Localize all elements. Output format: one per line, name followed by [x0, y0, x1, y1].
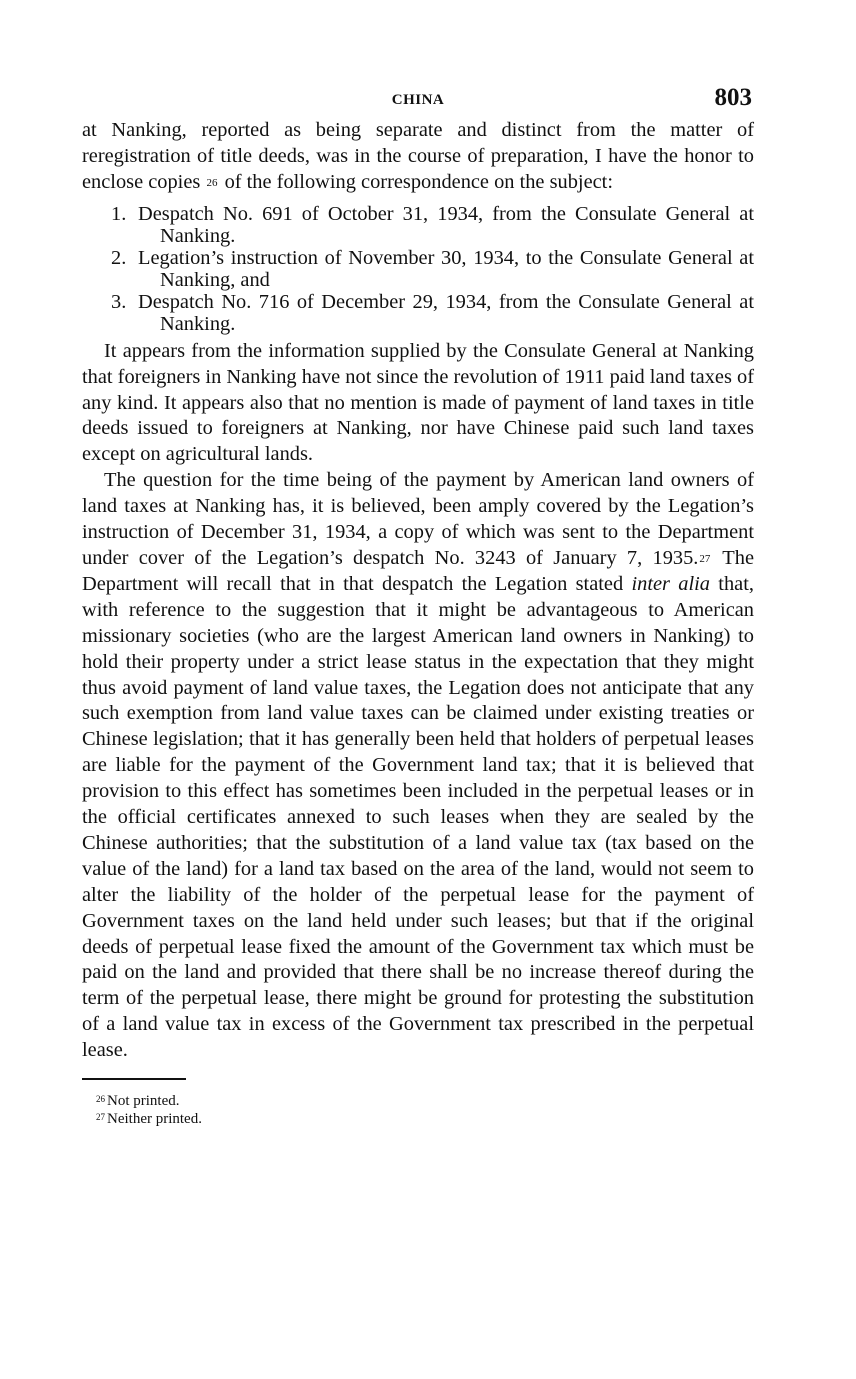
running-header	[82, 84, 754, 118]
footnote-ref-27: 27	[699, 552, 711, 565]
footnote-text: Neither printed.	[107, 1111, 202, 1128]
list-number: 2.	[111, 246, 127, 269]
document-page	[82, 84, 754, 1128]
footnote-ref-26: 26	[206, 176, 218, 189]
footnote-27	[96, 1110, 754, 1128]
list-text: Despatch No. 691 of October 31, 1934, from the Consulate General at Nanking.	[138, 202, 754, 247]
footnote-divider	[82, 1078, 186, 1080]
list-item	[82, 203, 754, 247]
running-title: CHINA	[391, 92, 445, 108]
list-text: Legation’s instruction of November 30, 1934, to the Consulate General at Nanking, and	[138, 246, 754, 291]
footnote-26	[96, 1092, 754, 1110]
footnote-text: Not printed.	[107, 1093, 180, 1110]
list-number: 1.	[111, 202, 127, 225]
para3-part1: The question for the time being of the payment by American land owners of land taxes at Nanking has, it is believed, been amply covered by the Legation’s instruction of December 31, 1934, a copy of which was sent to the Department under cover of the Legation’s despatch No. 3243 of January 7, 1935.	[82, 469, 754, 569]
list-number: 3.	[111, 290, 127, 313]
enclosure-list	[82, 203, 754, 335]
list-text: Despatch No. 716 of December 29, 1934, from the Consulate General at Nanking.	[138, 290, 754, 335]
footnote-marker: 27	[96, 1112, 105, 1123]
para3-part3: that, with reference to the suggestion that it might be advantageous to American missionary societies (who are the largest American land owners in Nanking) to hold their property under a strict lease status in the expectation that they might thus avoid payment of land value taxes, the Legation does not anticipate that any such exemption from land value taxes can be claimed under existing treaties or Chinese legislation; that it has generally been held that holders of perpetual leases are liable for the payment of the Government land tax; that it is believed that provision to this effect has sometimes been included in the perpetual leases or in the official certificates annexed to such leases when they are sealed by the Chinese authorities; that the substitution of a land value tax (tax based on the value of the land) for a land tax based on the area of the land, would not seem to alter the liability of the holder of the perpetual lease for the payment of Government taxes on the land held under such leases; but that if the original deeds of perpetual lease fixed the amount of the Government tax which must be paid on the land and provided that there shall be no increase thereof during the term of the perpetual lease, there might be ground for protesting the substitution of a land value tax in excess of the Government tax prescribed in the perpetual lease.	[82, 572, 754, 1062]
page-number: 803	[714, 84, 752, 111]
para3-part2: The Department will recall that in that despatch the Legation stated	[82, 546, 754, 595]
list-item	[82, 247, 754, 291]
footnote-marker: 26	[96, 1094, 105, 1105]
list-item	[82, 291, 754, 335]
intro-text-after-ref: of the following correspondence on the subject:	[224, 170, 614, 193]
intro-text-before-ref: at Nanking, reported as being separate and distinct from the matter of reregistration of title deeds, was in the course of preparation, I have the honor to enclose copies	[82, 119, 754, 193]
paragraph-foreigners-land-taxes: It appears from the information supplied by the Consulate General at Nanking that foreigners in Nanking have not since the revolution of 1911 paid land taxes of any kind. It appears also that no mention is made of payment of land taxes in title deeds issued to foreigners at Nanking, nor have Chinese paid such land taxes except on agricultural lands.	[82, 339, 754, 466]
italic-phrase: inter alia	[631, 572, 710, 595]
paragraph-land-value-taxes	[82, 468, 754, 1064]
intro-paragraph	[82, 118, 754, 196]
